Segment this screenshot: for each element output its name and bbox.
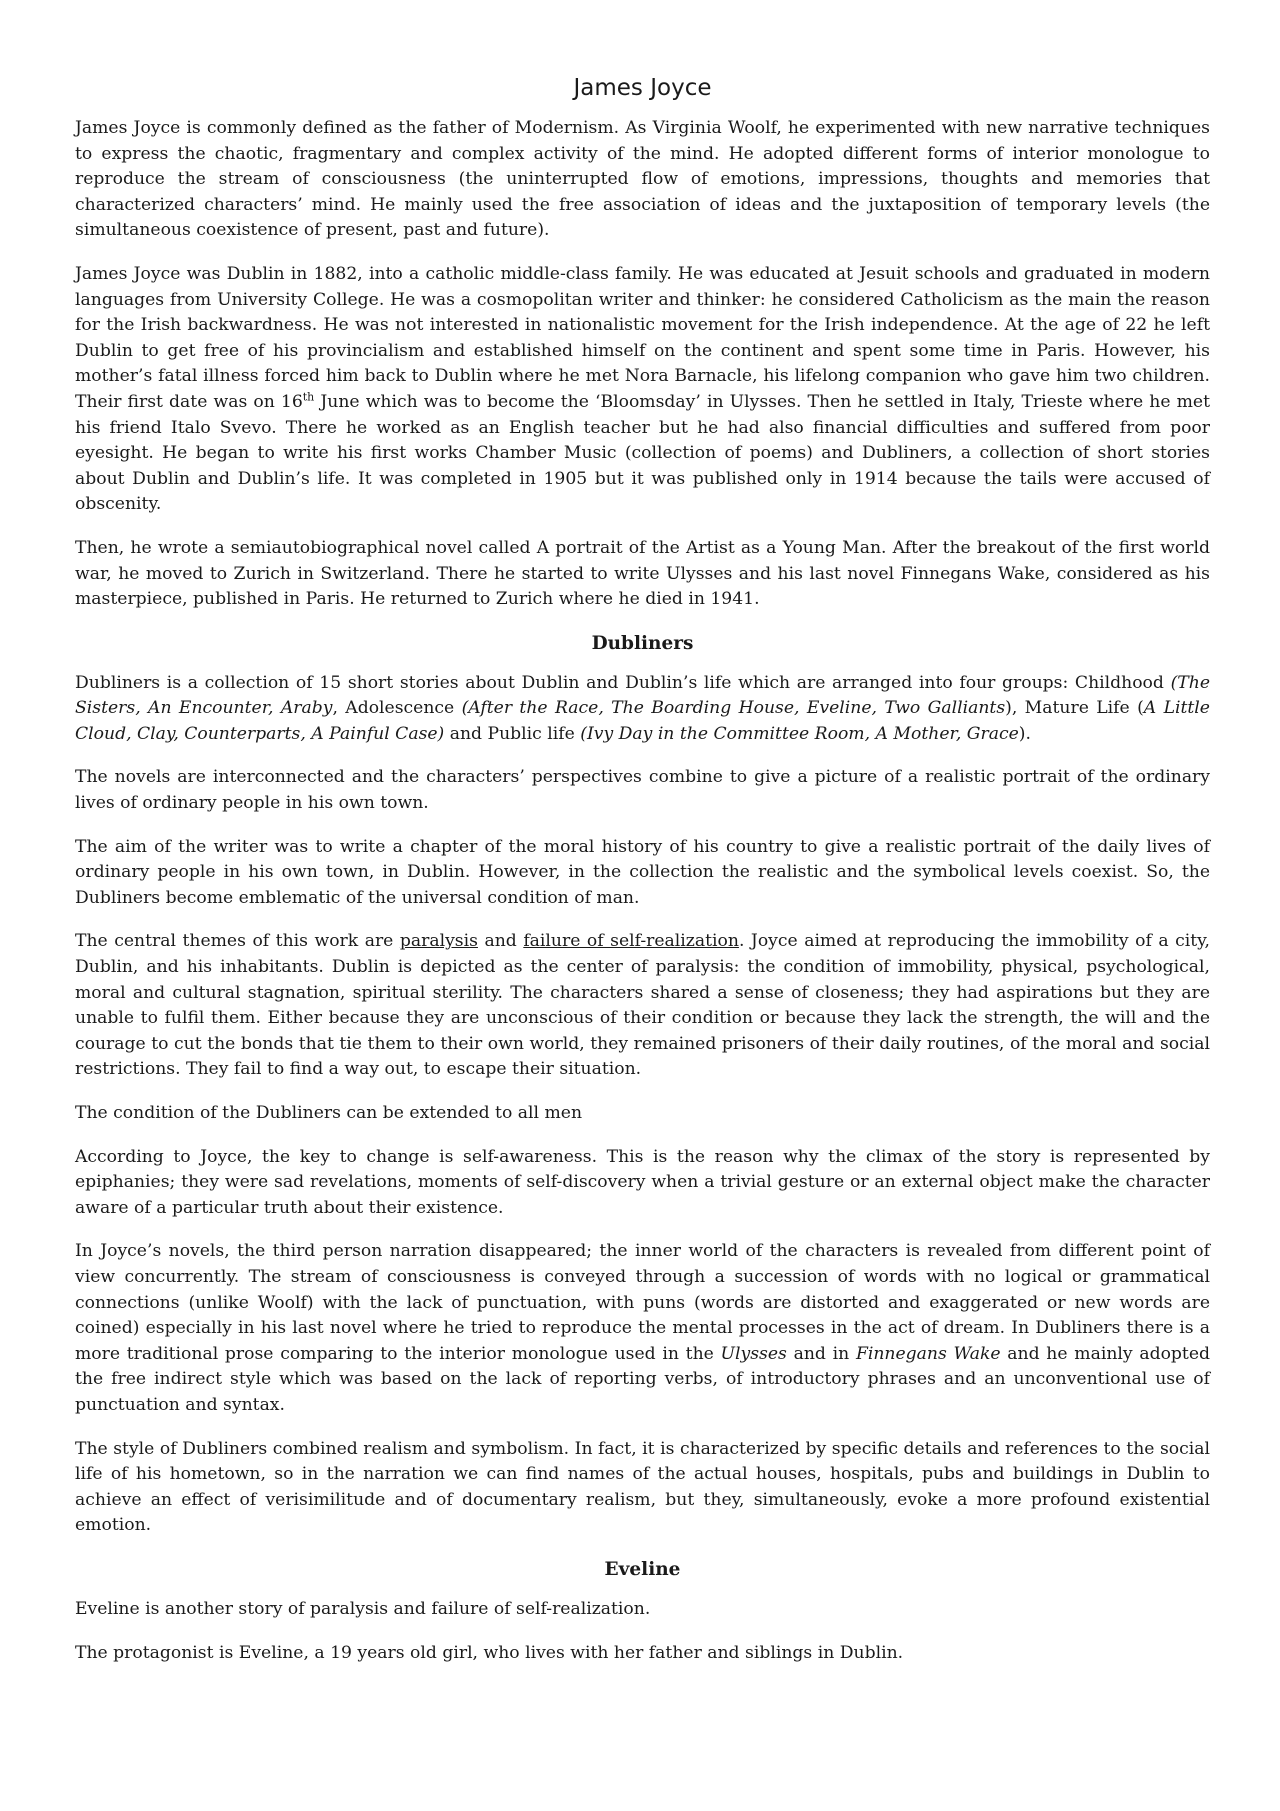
dubliners-paragraph-8: The style of Dubliners combined realism and symbolism. In fact, it is characterized by specific details and references to the social life of his hometown, so in the narration we can find names of the actual houses, hospitals, pubs and buildings in Dublin to achieve an effect of verisimilitude and of documentary realism, but they, simultaneously, evoke a more profound existential emotion. (75, 1438, 1210, 1536)
eveline-paragraph-1: Eveline is another story of paralysis and failure of self-realization. (75, 1598, 651, 1619)
intro-paragraph-1: James Joyce is commonly defined as the father of Modernism. As Virginia Woolf, he experimented with new narrative techniques to express the chaotic, fragmentary and complex activity of the mind. He adopted different forms of interior monologue to reproduce the stream of consciousness (the uninterrupted flow of emotions, impressions, thoughts and memories that characterized characters’ mind. He mainly used the free association of ideas and the juxtaposition of temporary levels (the simultaneous coexistence of present, past and future). (75, 118, 1210, 241)
dubliners-paragraph-4 (75, 929, 1210, 1083)
text-run: , Adolescence (332, 698, 462, 719)
text-run: ), Mature Life ( (1005, 698, 1144, 719)
text-run: and (477, 931, 524, 952)
dubliners-paragraph-7 (75, 1239, 1210, 1418)
intro-paragraph-2-text-b: June which was to become the ‘Bloomsday’ in Ulysses. Then he settled in Italy, Trieste where he met his friend Italo Svevo. There he worked as an English teacher but he had also financial difficulties and suffered from poor eyesight. He began to write his first works Chamber Music (collection of poems) and Dubliners, a collection of short stories about Dublin and Dublin’s life. It was completed in 1905 but it was published only in 1914 because the tails were accused of obscenity. (75, 391, 1210, 515)
intro-paragraph-3: Then, he wrote a semiautobiographical novel called A portrait of the Artist as a Young Man. After the breakout of the first world war, he moved to Zurich in Switzerland. There he started to write Ulysses and his last novel Finnegans Wake, considered as his masterpiece, published in Paris. He returned to Zurich where he died in 1941. (75, 537, 1210, 610)
underlined-theme-paralysis: paralysis (399, 931, 478, 952)
page-title: James Joyce (573, 75, 712, 101)
underlined-theme-failure: failure of self-realization (523, 931, 739, 952)
text-run: ). (1018, 723, 1031, 744)
italic-titles-adolescence: (After the Race, The Boarding House, Eveline, Two Galliants (461, 698, 1006, 719)
dubliners-paragraph-2: The novels are interconnected and the characters’ perspectives combine to give a picture of a realistic portrait of the ordinary lives of ordinary people in his own town. (75, 767, 1210, 814)
intro-paragraph-2 (75, 262, 1210, 518)
text-run: and in (786, 1343, 856, 1364)
italic-title-finnegans-wake: Finnegans Wake (855, 1343, 1001, 1364)
ordinal-suffix: th (302, 390, 315, 404)
italic-titles-mature-life: A Little Cloud, Clay, Counterparts, A Painful Case) (75, 698, 1210, 744)
eveline-paragraph-2: The protagonist is Eveline, a 19 years old girl, who lives with her father and siblings in Dublin. (75, 1642, 904, 1663)
text-run: and he mainly adopted the free indirect style which was based on the lack of reporting verbs, of introductory phrases and an unconventional use of punctuation and syntax. (75, 1343, 1210, 1415)
text-run: . Joyce aimed at reproducing the immobility of a city, Dublin, and his inhabitants. Dublin is depicted as the center of paralysis: the condition of immobility, physical, psychological, moral and cultural stagnation, spiritual sterility. The characters shared a sense of closeness; they had aspirations but they are unable to fulfil them. Either because they are unconscious of their condition or because they lack the strength, the will and the courage to cut the bonds that tie them to their own world, they remained prisoners of their daily routines, of the moral and social restrictions. They fail to find a way out, to escape their situation. (75, 931, 1211, 1080)
section-heading-eveline: Eveline (604, 1558, 681, 1580)
text-run: Dubliners is a collection of 15 short stories about Dublin and Dublin’s life which are arranged into four groups: Childhood (75, 672, 1171, 693)
dubliners-paragraph-1 (75, 671, 1210, 748)
intro-paragraph-2-text-a: James Joyce was Dublin in 1882, into a catholic middle-class family. He was educated at Jesuit schools and graduated in modern languages from University College. He was a cosmopolitan writer and thinker: he considered Catholicism as the main the reason for the Irish backwardness. He was not interested in nationalistic movement for the Irish independence. At the age of 22 he left Dublin to get free of his provincialism and established himself on the continent and spent some time in Paris. However, his mother’s fatal illness forced him back to Dublin where he met Nora Barnacle, his lifelong companion who gave him two children. Their first date was on 16 (75, 263, 1210, 412)
dubliners-paragraph-5: The condition of the Dubliners can be extended to all men (75, 1103, 583, 1123)
italic-titles-childhood: (The Sisters, An Encounter, Araby (75, 672, 1210, 719)
text-run: and Public life (444, 723, 581, 744)
document-page (75, 72, 1210, 1684)
italic-title-ulysses: Ulysses (720, 1343, 787, 1364)
text-run: The central themes of this work are (75, 931, 400, 952)
dubliners-paragraph-6: According to Joyce, the key to change is self-awareness. This is the reason why the climax of the story is represented by epiphanies; they were sad revelations, moments of self-discovery when a trivial gesture or an external object make the character aware of a particular truth about their existence. (75, 1146, 1210, 1218)
dubliners-paragraph-3: The aim of the writer was to write a chapter of the moral history of his country to give a realistic portrait of the daily lives of ordinary people in his own town, in Dublin. However, in the collection the realistic and the symbolical levels coexist. So, the Dubliners become emblematic of the universal condition of man. (75, 836, 1210, 908)
italic-titles-public-life: (Ivy Day in the Committee Room, A Mother, Grace (580, 723, 1019, 744)
section-heading-dubliners: Dubliners (591, 632, 694, 654)
text-run: In Joyce’s novels, the third person narration disappeared; the inner world of the characters is revealed from different point of view concurrently. The stream of consciousness is conveyed through a succession of words with no logical or grammatical connections (unlike Woolf) with the lack of punctuation, with puns (words are distorted and exaggerated or new words are coined) especially in his last novel where he tried to reproduce the mental processes in the act of dream. In Dubliners there is a more traditional prose comparing to the interior monologue used in the (75, 1241, 1210, 1364)
